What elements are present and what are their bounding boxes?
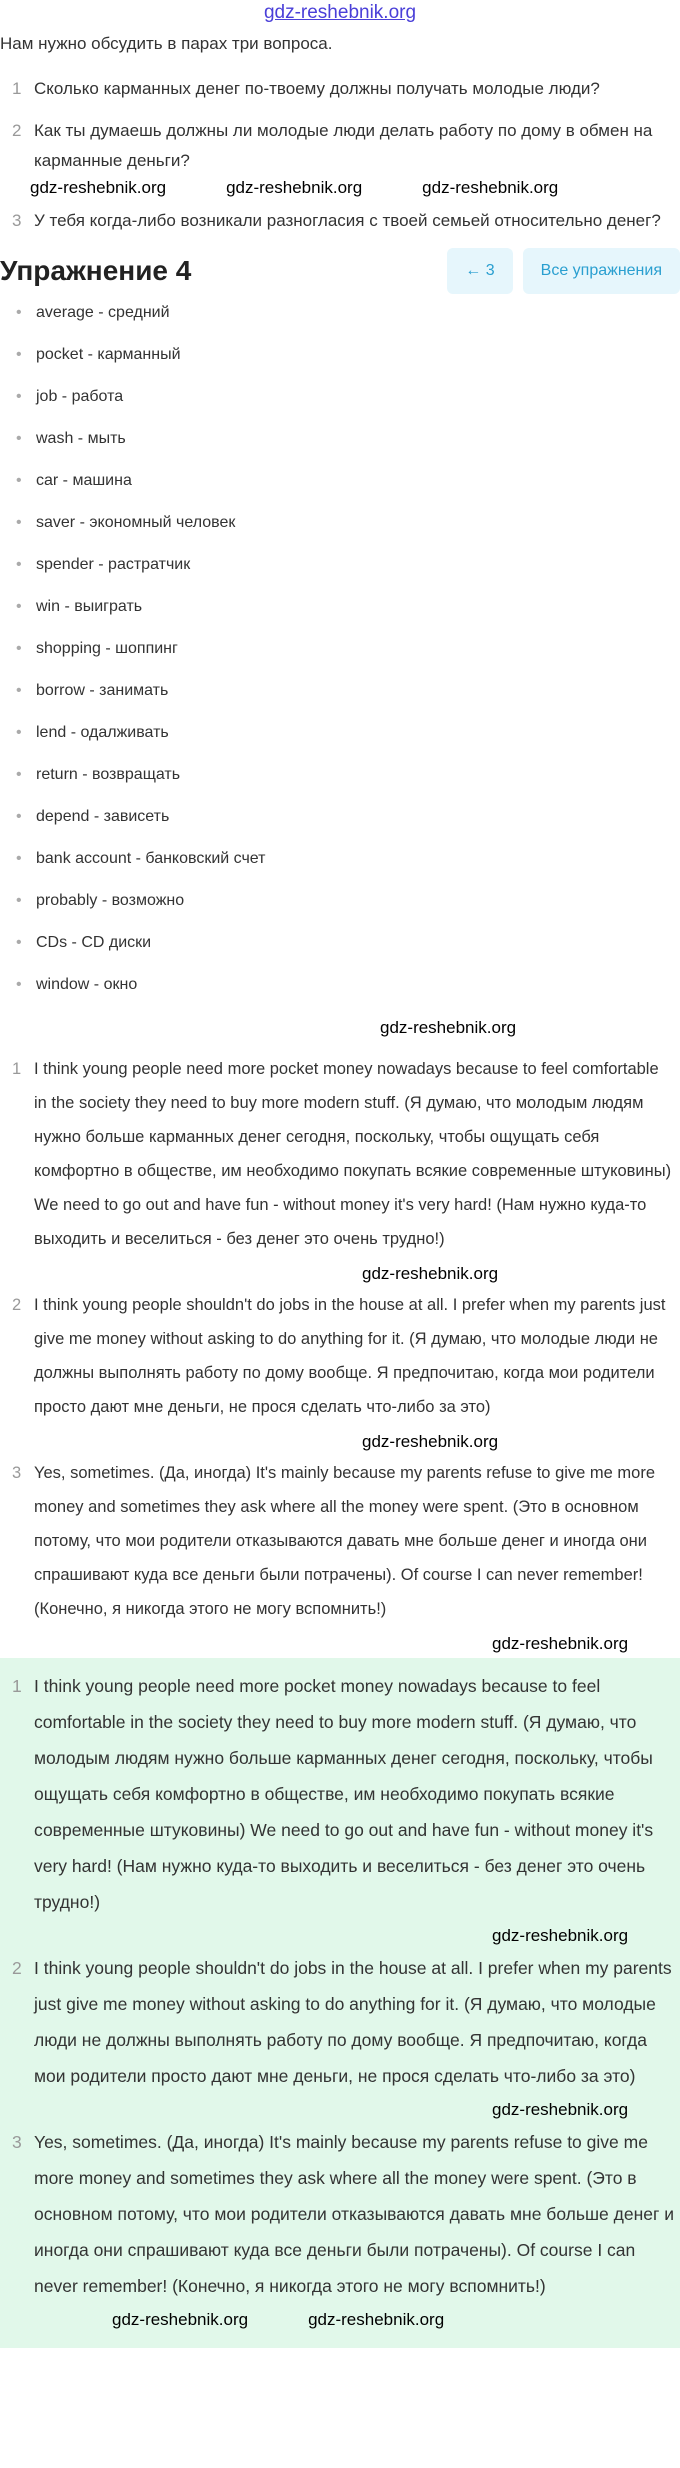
watermark: gdz-reshebnik.org xyxy=(492,1926,629,1945)
vocab-item xyxy=(16,596,680,638)
vocab-item xyxy=(16,512,680,554)
watermark-row xyxy=(0,176,680,202)
question-item xyxy=(12,116,680,176)
bullet: • xyxy=(16,976,22,993)
vocab-text: spender - растратчик xyxy=(36,556,191,573)
vocab-item xyxy=(16,764,680,806)
vocab-text: job - работа xyxy=(36,388,124,405)
questions-list xyxy=(0,206,680,236)
watermark-link[interactable]: gdz-reshebnik.org xyxy=(263,2,417,23)
answer-text: Yes, sometimes. (Да, иногда) It's mainly because my parents refuse to give me more money and sometimes they ask where all the money were spent. (Это в основном потому, что мои родители отказываются давать мне больше денег и иногда они спрашивают куда все деньги были потрачены). Of course I can never remember! (Конечно, я никогда этого не могу вспомнить!) xyxy=(34,2132,675,2296)
watermark: gdz-reshebnik.org xyxy=(362,1264,499,1283)
question-item xyxy=(12,206,680,236)
vocab-text: average - средний xyxy=(36,304,170,321)
watermark: gdz-reshebnik.org xyxy=(362,1432,499,1451)
answer-text: I think young people shouldn't do jobs in the house at all. I prefer when my parents just give me money without asking to do anything for it. (Я думаю, что молодые люди не должны выполнять работу по дому вообще. Я предпочитаю, когда мои родители просто дают мне деньги, не прося сделать что-либо за это) xyxy=(34,1958,672,2086)
question-item xyxy=(12,74,680,104)
questions-list xyxy=(0,74,680,176)
vocab-text: shopping - шоппинг xyxy=(36,640,178,657)
bullet: • xyxy=(16,388,22,405)
vocab-text: borrow - занимать xyxy=(36,682,169,699)
bullet: • xyxy=(16,682,22,699)
vocab-text: pocket - карманный xyxy=(36,346,181,363)
item-number: 3 xyxy=(12,211,22,230)
vocab-text: window - окно xyxy=(36,976,138,993)
watermark-row xyxy=(12,1262,680,1288)
watermark: gdz-reshebnik.org xyxy=(492,2100,629,2119)
vocab-item xyxy=(16,974,680,1016)
answer-item xyxy=(12,1456,680,1626)
answer-item xyxy=(12,1668,680,1920)
answer-text: I think young people need more pocket money nowadays because to feel comfortable in the society they need to buy more modern stuff. (Я думаю, что молодым людям нужно больше карманных денег сегодня, поскольку, чтобы ощущать себя комфортно в обществе, им необходимо покупать всякие современные штуковины) We need to go out and have fun - without money it's very hard! (Нам нужно куда-то выходить и веселиться - без денег это очень трудно!) xyxy=(34,1060,672,1248)
watermark: gdz-reshebnik.org xyxy=(422,178,559,197)
answers-list xyxy=(0,1042,680,1658)
watermark-row xyxy=(12,1924,680,1950)
vocab-item xyxy=(16,848,680,890)
bullet: • xyxy=(16,346,22,363)
watermark: gdz-reshebnik.org xyxy=(308,2310,445,2329)
vocab-text: depend - зависеть xyxy=(36,808,170,825)
answer-text: Yes, sometimes. (Да, иногда) It's mainly because my parents refuse to give me more money and sometimes they ask where all the money were spent. (Это в основном потому, что мои родители отказываются давать мне больше денег и иногда они спрашивают куда все деньги были потрачены). Of course I can never remember! (Конечно, я никогда этого не могу вспомнить!) xyxy=(34,1464,656,1618)
item-number: 3 xyxy=(12,1464,22,1482)
watermark: gdz-reshebnik.org xyxy=(226,178,363,197)
watermark-row xyxy=(12,1632,680,1658)
item-number: 1 xyxy=(12,1676,22,1696)
watermark-row xyxy=(0,1016,680,1042)
vocab-item xyxy=(16,890,680,932)
vocab-item xyxy=(16,554,680,596)
answer-item xyxy=(12,2124,680,2304)
watermark: gdz-reshebnik.org xyxy=(380,1018,517,1037)
watermark: gdz-reshebnik.org xyxy=(112,2310,249,2329)
bullet: • xyxy=(16,598,22,615)
vocab-text: lend - одалживать xyxy=(36,724,169,741)
vocab-item xyxy=(16,386,680,428)
intro-text: Нам нужно обсудить в парах три вопроса. xyxy=(0,34,333,53)
vocab-item xyxy=(16,638,680,680)
vocab-item xyxy=(16,344,680,386)
vocab-text: probably - возможно xyxy=(36,892,185,909)
question-text: Как ты думаешь должны ли молодые люди делать работу по дому в обмен на карманные деньги? xyxy=(34,121,653,170)
answer-item xyxy=(12,1950,680,2094)
bullet: • xyxy=(16,934,22,951)
watermark-row xyxy=(12,2308,680,2334)
bullet: • xyxy=(16,892,22,909)
bullet: • xyxy=(16,304,22,321)
prev-exercise-button[interactable]: ← 3 xyxy=(447,248,512,294)
watermark: gdz-reshebnik.org xyxy=(30,178,167,197)
watermark: gdz-reshebnik.org xyxy=(492,1634,629,1653)
item-number: 2 xyxy=(12,1296,22,1314)
item-number: 1 xyxy=(12,1060,22,1078)
bullet: • xyxy=(16,472,22,489)
vocab-text: win - выиграть xyxy=(36,598,143,615)
vocab-item xyxy=(16,302,680,344)
answer-text: I think young people need more pocket money nowadays because to feel comfortable in the society they need to buy more modern stuff. (Я думаю, что молодым людям нужно больше карманных денег сегодня, поскольку, чтобы ощущать себя комфортно в обществе, им необходимо покупать всякие современные штуковины) We need to go out and have fun - without money it's very hard! (Нам нужно куда-то выходить и веселиться - без денег это очень трудно!) xyxy=(34,1676,654,1912)
bullet: • xyxy=(16,808,22,825)
vocab-text: return - возвращать xyxy=(36,766,181,783)
vocab-item xyxy=(16,806,680,848)
vocab-text: bank account - банковский счет xyxy=(36,850,266,867)
bullet: • xyxy=(16,556,22,573)
answer-item xyxy=(12,1052,680,1256)
all-exercises-button[interactable]: Все упражнения xyxy=(523,248,680,294)
watermark-row xyxy=(12,1430,680,1456)
item-number: 3 xyxy=(12,2132,22,2152)
exercise-title: Упражнение 4 xyxy=(0,255,192,286)
vocab-text: car - машина xyxy=(36,472,132,489)
item-number: 2 xyxy=(12,121,22,140)
vocab-list xyxy=(0,302,680,1016)
item-number: 2 xyxy=(12,1958,22,1978)
answer-text: I think young people shouldn't do jobs in the house at all. I prefer when my parents just give me money without asking to do anything for it. (Я думаю, что молодые люди не должны выполнять работу по дому вообще. Я предпочитаю, когда мои родители просто дают мне деньги, не прося сделать что-либо за это) xyxy=(34,1296,666,1416)
bullet: • xyxy=(16,430,22,447)
vocab-item xyxy=(16,932,680,974)
vocab-item xyxy=(16,680,680,722)
vocab-text: wash - мыть xyxy=(36,430,126,447)
vocab-text: saver - экономный человек xyxy=(36,514,236,531)
question-text: У тебя когда-либо возникали разногласия с твоей семьей относительно денег? xyxy=(34,211,661,230)
vocab-item xyxy=(16,428,680,470)
bullet: • xyxy=(16,724,22,741)
vocab-text: CDs - CD диски xyxy=(36,934,152,951)
vocab-item xyxy=(16,470,680,512)
bullet: • xyxy=(16,766,22,783)
watermark-row xyxy=(12,2098,680,2124)
bullet: • xyxy=(16,514,22,531)
exercise-header xyxy=(0,246,680,296)
question-text: Сколько карманных денег по-твоему должны получать молодые люди? xyxy=(34,79,600,98)
item-number: 1 xyxy=(12,79,22,98)
bullet: • xyxy=(16,640,22,657)
answers-highlighted xyxy=(0,1658,680,2348)
bullet: • xyxy=(16,850,22,867)
vocab-item xyxy=(16,722,680,764)
answer-item xyxy=(12,1288,680,1424)
